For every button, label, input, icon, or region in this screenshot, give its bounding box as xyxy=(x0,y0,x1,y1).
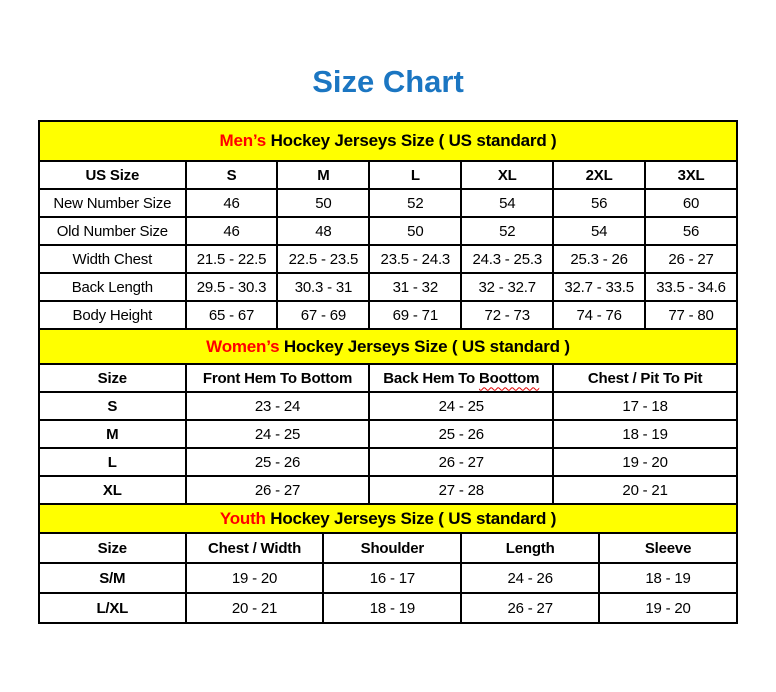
cell: 24 - 26 xyxy=(461,563,599,593)
cell: 69 - 71 xyxy=(369,301,461,329)
youth-section-title: Hockey Jerseys Size ( US standard ) xyxy=(265,508,557,528)
youth-col-header-size: Size xyxy=(39,533,186,563)
mens-section-header-row xyxy=(39,121,737,161)
row-label: XL xyxy=(39,476,186,504)
womens-col-header-chest: Chest / Pit To Pit xyxy=(553,364,737,392)
youth-col-header-length: Length xyxy=(461,533,599,563)
youth-col-header-sleeve: Sleeve xyxy=(599,533,737,563)
cell: 25.3 - 26 xyxy=(553,245,645,273)
cell: 60 xyxy=(645,189,737,217)
youth-section-header-row xyxy=(39,504,737,533)
womens-col-header-back-hem xyxy=(369,364,553,392)
row-label: S/M xyxy=(39,563,186,593)
cell: 52 xyxy=(461,217,553,245)
cell: 29.5 - 30.3 xyxy=(186,273,278,301)
cell: 24 - 25 xyxy=(369,392,553,420)
youth-col-header-chest-width: Chest / Width xyxy=(186,533,324,563)
cell: 25 - 26 xyxy=(186,448,370,476)
cell: 77 - 80 xyxy=(645,301,737,329)
womens-col-header-front-hem: Front Hem To Bottom xyxy=(186,364,370,392)
mens-col-header-3xl: 3XL xyxy=(645,161,737,189)
womens-section-header xyxy=(39,329,737,364)
cell: 50 xyxy=(369,217,461,245)
womens-row-s xyxy=(39,392,737,420)
row-label: M xyxy=(39,420,186,448)
cell: 52 xyxy=(369,189,461,217)
mens-row-back-length xyxy=(39,273,737,301)
cell: 56 xyxy=(645,217,737,245)
youth-header-row xyxy=(39,533,737,563)
youth-row-sm xyxy=(39,563,737,593)
cell: 32.7 - 33.5 xyxy=(553,273,645,301)
cell: 67 - 69 xyxy=(277,301,369,329)
womens-section-title: Hockey Jerseys Size ( US standard ) xyxy=(279,336,570,356)
cell: 74 - 76 xyxy=(553,301,645,329)
womens-size-table xyxy=(38,328,738,505)
cell: 27 - 28 xyxy=(369,476,553,504)
youth-col-header-shoulder: Shoulder xyxy=(323,533,461,563)
mens-col-header-l: L xyxy=(369,161,461,189)
size-chart xyxy=(38,120,738,624)
mens-size-table xyxy=(38,120,738,330)
youth-section-header xyxy=(39,504,737,533)
mens-col-header-s: S xyxy=(186,161,278,189)
cell: 19 - 20 xyxy=(186,563,324,593)
youth-size-table xyxy=(38,503,738,624)
mens-row-new-number-size xyxy=(39,189,737,217)
cell: 19 - 20 xyxy=(553,448,737,476)
row-label: Old Number Size xyxy=(39,217,186,245)
womens-header-row xyxy=(39,364,737,392)
womens-row-xl xyxy=(39,476,737,504)
row-label: L xyxy=(39,448,186,476)
mens-section-header xyxy=(39,121,737,161)
cell: 50 xyxy=(277,189,369,217)
cell: 18 - 19 xyxy=(599,563,737,593)
cell: 65 - 67 xyxy=(186,301,278,329)
womens-col-header-size: Size xyxy=(39,364,186,392)
cell: 17 - 18 xyxy=(553,392,737,420)
cell: 23.5 - 24.3 xyxy=(369,245,461,273)
cell: 26 - 27 xyxy=(369,448,553,476)
cell: 16 - 17 xyxy=(323,563,461,593)
mens-header-row xyxy=(39,161,737,189)
cell: 25 - 26 xyxy=(369,420,553,448)
cell: 33.5 - 34.6 xyxy=(645,273,737,301)
cell: 26 - 27 xyxy=(645,245,737,273)
youth-section-highlight: Youth xyxy=(219,508,266,528)
mens-section-highlight: Men’s xyxy=(219,131,267,150)
row-label: L/XL xyxy=(39,593,186,623)
cell: 24.3 - 25.3 xyxy=(461,245,553,273)
mens-col-header-xl: XL xyxy=(461,161,553,189)
mens-row-width-chest xyxy=(39,245,737,273)
row-label: S xyxy=(39,392,186,420)
cell: 22.5 - 23.5 xyxy=(277,245,369,273)
mens-col-header-2xl: 2XL xyxy=(553,161,645,189)
cell: 54 xyxy=(553,217,645,245)
cell: 26 - 27 xyxy=(461,593,599,623)
cell: 54 xyxy=(461,189,553,217)
row-label: New Number Size xyxy=(39,189,186,217)
cell: 20 - 21 xyxy=(553,476,737,504)
cell: 21.5 - 22.5 xyxy=(186,245,278,273)
back-hem-prefix: Back Hem To xyxy=(383,369,479,387)
mens-row-old-number-size xyxy=(39,217,737,245)
womens-row-m xyxy=(39,420,737,448)
womens-row-l xyxy=(39,448,737,476)
mens-col-header-us-size: US Size xyxy=(39,161,186,189)
cell: 32 - 32.7 xyxy=(461,273,553,301)
womens-section-header-row xyxy=(39,329,737,364)
misspelled-word: Boottom xyxy=(478,369,540,387)
row-label: Body Height xyxy=(39,301,186,329)
cell: 30.3 - 31 xyxy=(277,273,369,301)
cell: 18 - 19 xyxy=(553,420,737,448)
cell: 48 xyxy=(277,217,369,245)
cell: 72 - 73 xyxy=(461,301,553,329)
mens-row-body-height xyxy=(39,301,737,329)
mens-section-title: Hockey Jerseys Size ( US standard ) xyxy=(266,131,557,150)
cell: 24 - 25 xyxy=(186,420,370,448)
cell: 18 - 19 xyxy=(323,593,461,623)
cell: 20 - 21 xyxy=(186,593,324,623)
youth-row-lxl xyxy=(39,593,737,623)
page-title: Size Chart xyxy=(312,64,464,99)
row-label: Back Length xyxy=(39,273,186,301)
cell: 23 - 24 xyxy=(186,392,370,420)
cell: 46 xyxy=(186,189,278,217)
cell: 56 xyxy=(553,189,645,217)
cell: 46 xyxy=(186,217,278,245)
cell: 19 - 20 xyxy=(599,593,737,623)
cell: 31 - 32 xyxy=(369,273,461,301)
cell: 26 - 27 xyxy=(186,476,370,504)
mens-col-header-m: M xyxy=(277,161,369,189)
row-label: Width Chest xyxy=(39,245,186,273)
womens-section-highlight: Women’s xyxy=(206,336,280,356)
